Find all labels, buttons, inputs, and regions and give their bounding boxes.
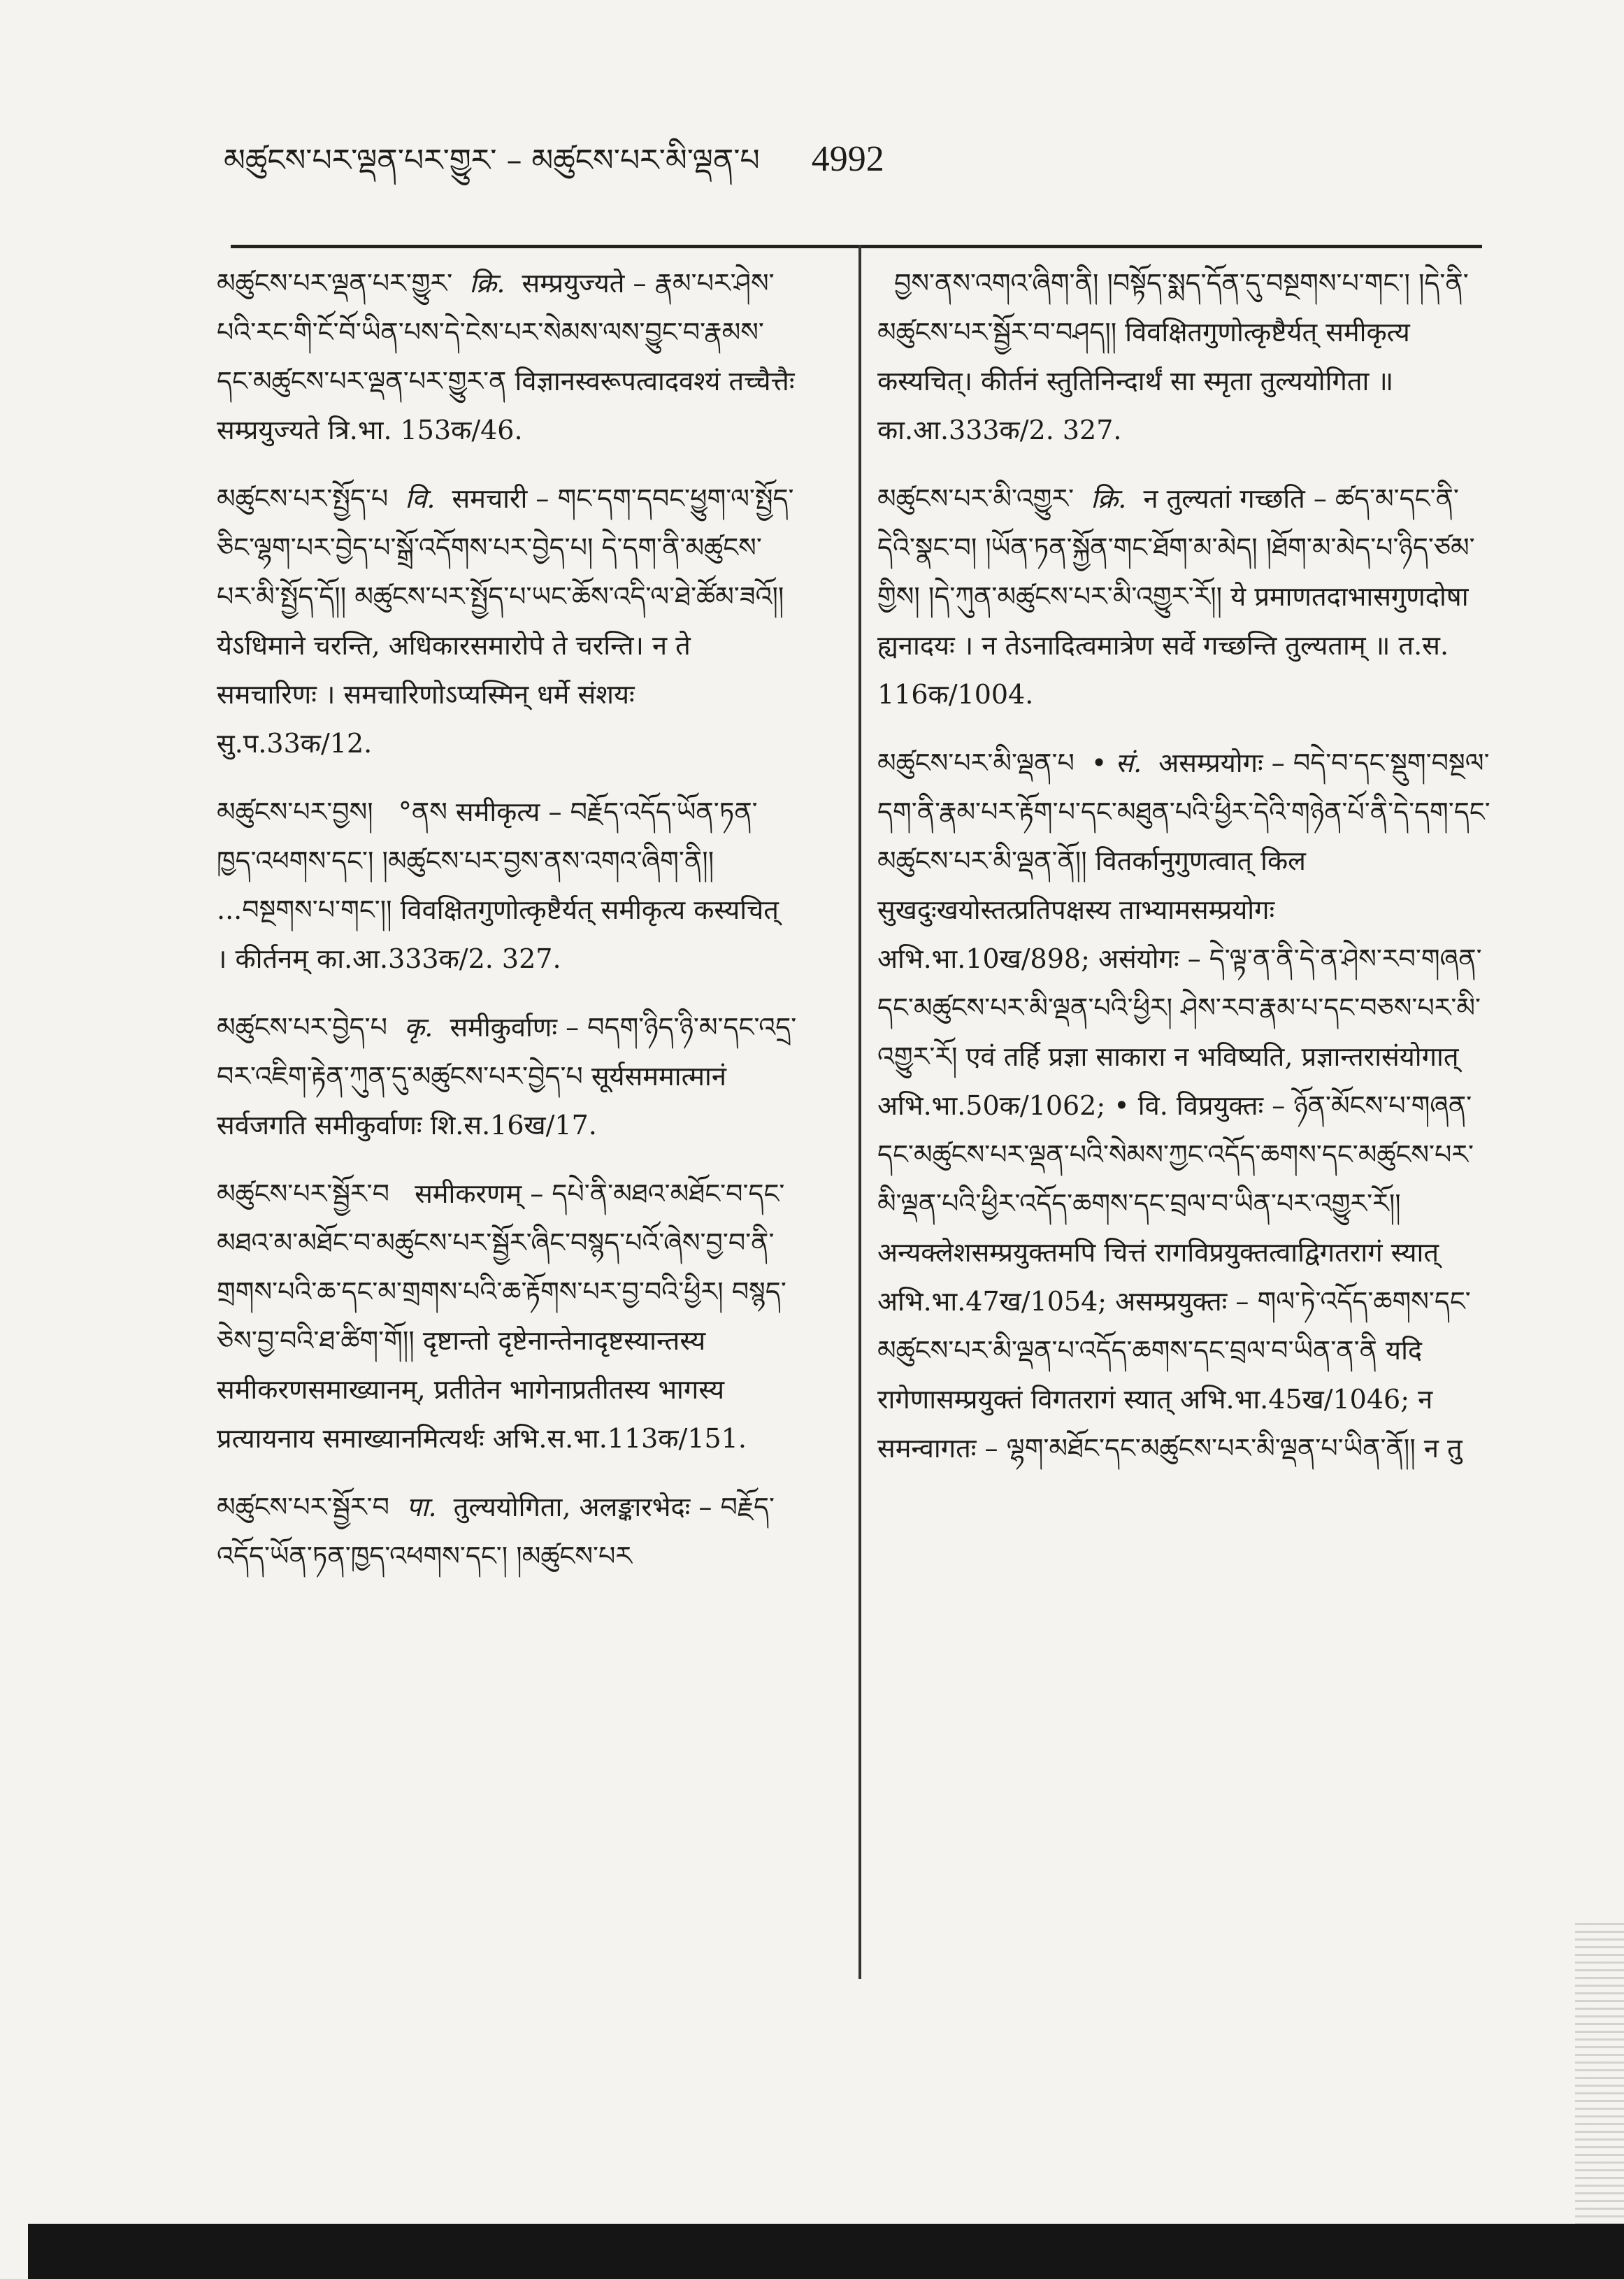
entry-headword: མཚུངས་པར་མི་འགྱུར་ xyxy=(877,483,1075,514)
entry-text: समीकुर्वाणः – བདག་ཉིད་ཉི་མ་དང་འདྲ་བར་འཇིག་རྟེན་ཀུན་དུ་མཚུངས་པར་བྱེད་པ सूर्यसममात्मानं सर्वजगति समीकुर्वाणः शि.स.16ख/17. xyxy=(217,1012,797,1141)
entry-headword: མཚུངས་པར་བྱེད་པ xyxy=(217,1012,387,1043)
entry-pos: • सं. xyxy=(1091,748,1142,778)
scan-bottom-border xyxy=(28,2224,1624,2279)
dictionary-entry xyxy=(877,474,1493,719)
running-title: མཚུངས་པར་ལྡན་པར་གྱུར་ – མཚུངས་པར་མི་ལྡན་པ xyxy=(224,143,760,178)
entry-headword: མཚུངས་པར་སྦྱོར་བ xyxy=(217,1492,389,1522)
entry-pos: वि. xyxy=(405,483,436,514)
entry-pos: क्रि. xyxy=(1091,483,1127,514)
entry-pos: कृ. xyxy=(404,1012,433,1043)
entry-headword: མཚུངས་པར་མི་ལྡན་པ xyxy=(877,748,1075,778)
dictionary-entry xyxy=(877,738,1493,1473)
entry-text: °ནས समीकृत्य – བརྗོད་འདོད་ཡོན་ཏན་ཁྱད་འཕགས་དང་། །མཚུངས་པར་བྱས་ནས་འགའ་ཞིག་ནི།། ...བསྔགས་པ་གང་།། विवक्षितगुणोत्कृष्टैर्यत् समीकृत्य कस्यचित् । कीर्तनम् का.आ.333क/2. 327. xyxy=(217,796,779,974)
entry-pos: पा. xyxy=(406,1492,437,1522)
scan-edge-artifact xyxy=(1575,1923,1624,2224)
entry-text: तुल्ययोगिता, अलङ्कारभेदः – བརྗོད་འདོད་ཡོན་ཏན་ཁྱད་འཕགས་དང་། །མཚུངས་པར xyxy=(217,1492,775,1571)
left-column xyxy=(217,245,797,1580)
dictionary-entry xyxy=(217,1483,797,1580)
column-divider xyxy=(858,245,861,1979)
entry-headword: མཚུངས་པར་ལྡན་པར་གྱུར་ xyxy=(217,268,453,299)
dictionary-entry xyxy=(217,1003,797,1150)
dictionary-entry xyxy=(217,259,797,455)
running-header xyxy=(224,126,884,213)
entry-text: असम्प्रयोगः – བདེ་བ་དང་སྡུག་བསྔལ་དག་ནི་རྣམ་པར་རྟོག་པ་དང་མཐུན་པའི་ཕྱིར་དེའི་གཉེན་པོ་ནི་དེ་དག་དང་མཚུངས་པར་མི་ལྡན་ནོ།། वितर्कानुगुणत्वात् किल सुखदुःखयोस्तत्प्रतिपक्षस्य ताभ्यामसम्प्रयोगः अभि.भा.10ख/898; असंयोगः – དེ་ལྟ་ན་ནི་དེ་ན་ཤེས་རབ་གཞན་དང་མཚུངས་པར་མི་ལྡན་པའི་ཕྱིར། ཤེས་རབ་རྣམ་པ་དང་བཅས་པར་མི་འགྱུར་རོ། एवं तर्हि प्रज्ञा साकारा न भविष्यति, प्रज्ञान्तरासंयोगात् अभि.भा.50क/1062; • वि. विप्रयुक्तः – ཉོན་མོངས་པ་གཞན་དང་མཚུངས་པར་ལྡན་པའི་སེམས་ཀྱང་འདོད་ཆགས་དང་མཚུངས་པར་མི་ལྡན་པའི་ཕྱིར་འདོད་ཆགས་དང་བྲལ་བ་ཡིན་པར་འགྱུར་རོ།། अन्यक्लेशसम्प्रयुक्तमपि चित्तं रागविप्रयुक्तत्वाद्विगतरागं स्यात् अभि.भा.47ख/1054; असम्प्रयुक्तः – གལ་ཏེ་འདོད་ཆགས་དང་མཚུངས་པར་མི་ལྡན་པ་འདོད་ཆགས་དང་བྲལ་བ་ཡིན་ན་ནི यदि रागेणासम्प्रयुक्तं विगतरागं स्यात् अभि.भा.45ख/1046; न समन्वागतः – ལྷག་མཐོང་དང་མཚུངས་པར་མི་ལྡན་པ་ཡིན་ནོ།། न तु xyxy=(877,748,1490,1464)
dictionary-entry xyxy=(217,787,797,983)
dictionary-entry xyxy=(217,1169,797,1463)
entry-text: सम्प्रयुज्यते – རྣམ་པར་ཤེས་པའི་རང་གི་ངོ་བོ་ཡིན་པས་དེ་ངེས་པར་སེམས་ལས་བྱུང་བ་རྣམས་དང་མཚུངས་པར་ལྡན་པར་གྱུར་ན विज्ञानस्वरूपत्वादवश्यं तच्चैत्तैः सम्प्रयुज्यते त्रि.भा. 153क/46. xyxy=(217,268,795,445)
entry-headword: མཚུངས་པར་སྤྱོད་པ xyxy=(217,483,389,514)
page-number: 4992 xyxy=(811,139,884,179)
entry-text: समीकरणम् – དཔེ་ནི་མཐའ་མཐོང་བ་དང་མཐའ་མ་མཐོང་བ་མཚུངས་པར་སྦྱོར་ཞིང་བསྙད་པའོ་ཞེས་བྱ་བ་ནི་གྲགས་པའི་ཆ་དང་མ་གྲགས་པའི་ཆ་རྟོགས་པར་བྱ་བའི་ཕྱིར། བསྙད་ཅེས་བྱ་བའི་ཐ་ཚིག་གོ།། दृष्टान्तो दृष्टेनान्तेनादृष्टस्यान्तस्य समीकरणसमाख्यानम्, प्रतीतेन भागेनाप्रतीतस्य भागस्य प्रत्यायनाय समाख्यानमित्यर्थः अभि.स.भा.113क/151. xyxy=(217,1178,786,1454)
dictionary-entry xyxy=(217,474,797,768)
entry-headword: མཚུངས་པར་བྱས། xyxy=(217,796,373,827)
entry-text: न तुल्यतां गच्छति – ཚད་མ་དང་ནི་དེའི་སྣང་བ། །ཡོན་ཏན་སྐྱོན་གང་ཐོག་མ་མེད། །ཐོག་མ་མེད་པ་ཉིད་ཙམ་གྱིས། །དེ་ཀུན་མཚུངས་པར་མི་འགྱུར་རོ།། ये प्रमाणतदाभासगुणदोषा ह्यनादयः । न तेऽनादित्वमात्रेण सर्वे गच्छन्ति तुल्यताम् ॥ त.स. 116क/1004. xyxy=(877,483,1475,710)
entry-headword: མཚུངས་པར་སྦྱོར་བ xyxy=(217,1178,389,1209)
right-column xyxy=(877,245,1493,1473)
entry-text: समचारी – གང་དག་དབང་ཕྱུག་ལ་སྤྱོད་ཅིང་ལྷག་པར་བྱེད་པ་སྒྲོ་འདོགས་པར་བྱེད་པ། དེ་དག་ནི་མཚུངས་པར་མི་སྤྱོད་དོ།། མཚུངས་པར་སྤྱོད་པ་ཡང་ཆོས་འདི་ལ་ཐེ་ཚོམ་ཟའོ།། येऽधिमाने चरन्ति, अधिकारसमारोपे ते चरन्ति। न ते समचारिणः । समचारिणोऽप्यस्मिन् धर्मे संशयः सु.प.33क/12. xyxy=(217,483,794,759)
entry-pos: क्रि. xyxy=(469,268,505,299)
dictionary-entry xyxy=(877,259,1493,455)
entry-text: བྱས་ནས་འགའ་ཞིག་ནི། །བསྟོད་སྨད་དོན་དུ་བསྔགས་པ་གང་། །དེ་ནི་མཚུངས་པར་སྦྱོར་བ་བཤད།། विवक्षितगुणोत्कृष्टैर्यत् समीकृत्य कस्यचित्। कीर्तनं स्तुतिनिन्दार्थं सा स्मृता तुल्ययोगिता ॥ का.आ.333क/2. 327. xyxy=(877,268,1469,445)
